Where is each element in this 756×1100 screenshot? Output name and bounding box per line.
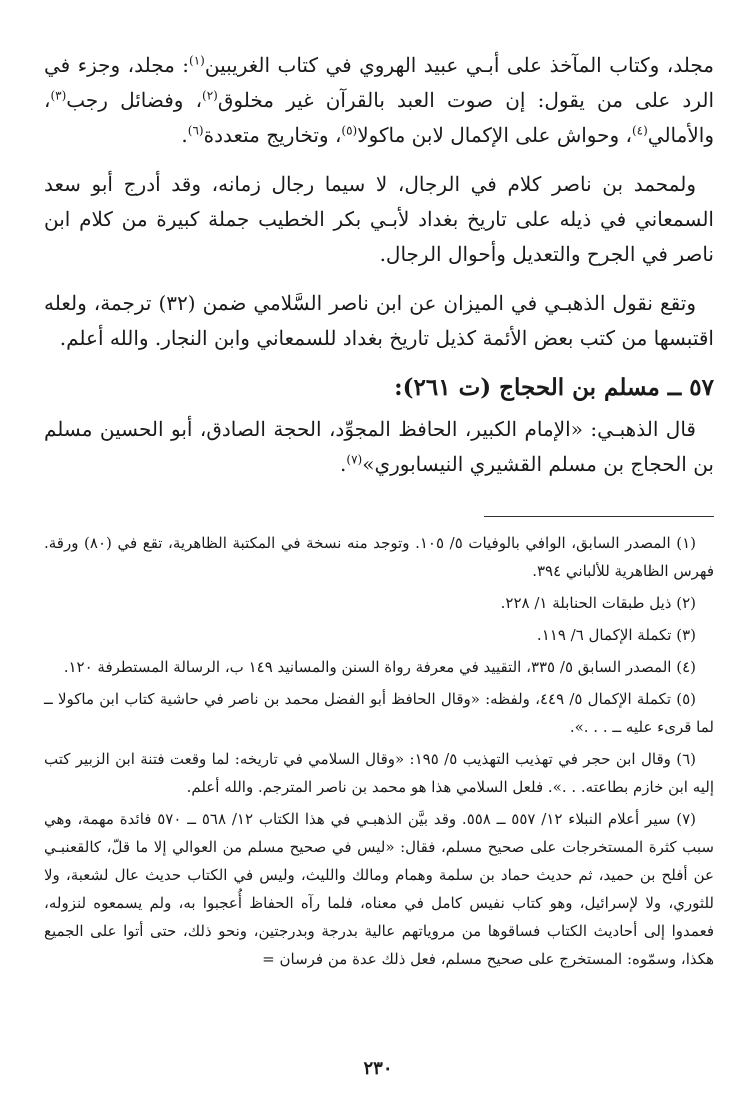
footnote-2: (٢) ذيل طبقات الحنابلة ١/ ٢٢٨. (500, 594, 696, 612)
footnote-ref-6[interactable]: (٦) (187, 123, 204, 138)
footnotes (44, 529, 714, 973)
page-body (44, 48, 714, 977)
footnote-4: (٤) المصدر السابق ٥/ ٣٣٥، التقييد في معرفة رواة السنن والمسانيد ١٤٩ ب، الرسالة المستطرفة ١٢٠. (63, 658, 696, 676)
paragraph-mizan: وتقع نقول الذهبـي في الميزان عن ابن ناصر السَّلامي ضمن (٣٢) ترجمة، ولعله اقتبسها من كتب بعض الأئمة كذيل تاريخ بغداد للسمعاني وابن النجار. والله أعلم. (44, 291, 714, 350)
section-heading: ٥٧ ــ مسلم بن الحجاج (ت ٢٦١): (394, 374, 714, 401)
footnote-ref-1[interactable]: (١) (189, 53, 205, 68)
footnote-separator-wrap (44, 496, 714, 529)
paragraph-rijal: ولمحمد بن ناصر كلام في الرجال، لا سيما رجال زمانه، وقد أدرج أبو سعد السمعاني في ذيله على تاريخ بغداد لأبـي بكر الخطيب جملة كبيرة من كلام ابن ناصر في الجرح والتعديل وأحوال الرجال. (44, 172, 714, 266)
paragraph-muslim (44, 412, 714, 482)
footnote-ref-7[interactable]: (٧) (346, 452, 363, 467)
footnote-5: (٥) تكملة الإكمال ٥/ ٤٤٩، ولفظه: «وقال الحافظ أبو الفضل محمد بن ناصر في حاشية كتاب ابن ماكولا ــ لما قرىء عليه ــ . . .». (44, 690, 714, 736)
page-number: ٢٣٠ (363, 1058, 393, 1079)
text-run: ، وحواش على الإكمال لابن ماكولا (357, 123, 632, 147)
text-run: . (181, 123, 188, 147)
footnote-6: (٦) وقال ابن حجر في تهذيب التهذيب ٥/ ١٩٥: «وقال السلامي في تاريخه: لما وقعت فتنة ابن الزبير كتب إليه ابن خازم بطاعته. . .». فلعل السلامي هذا هو محمد بن ناصر المترجم. والله أعلم. (44, 750, 714, 796)
text-run: ، وفضائل رجب (66, 88, 203, 112)
footnote-7: (٧) سير أعلام النبلاء ١٢/ ٥٥٧ ــ ٥٥٨. وقد بيَّن الذهبـي في هذا الكتاب ١٢/ ٥٦٨ ــ ٥٧٠ فائدة مهمة، وهي سبب كثرة المستخرجات على صحيح مسلم، فقال: «ليس في صحيح مسلم من العوالي إلا ما قلّ، كالقعنبـي عن أفلح بن حميد، ثم حديث حماد بن سلمة وهمام ومالك والليث، وليس في الكتاب حديث عال لشعبة، ولا للثوري، ولا لإسرائيل، وهو كتاب نفيس كامل في معناه، فلما رآه الحفاظ أُعجبوا به، ولم يسمعوه لنزوله، فعمدوا إلى أحاديث الكتاب فساقوها من مروياتهم عالية بدرجة وبدرجتين، ونحو ذلك، حتى أتوا على الجميع هكذا، وسمّوه: المستخرج على صحيح مسلم، فعل ذلك عدة من فرسان = (44, 810, 714, 968)
footnote-ref-4[interactable]: (٤) (631, 123, 648, 138)
footnote-separator (484, 516, 714, 517)
footnote-ref-5[interactable]: (٥) (341, 123, 358, 138)
text-run: . (340, 452, 347, 476)
text-run: قال الذهبـي: «الإمام الكبير، الحافظ المجوِّد، الحجة الصادق، أبو الحسين مسلم بن الحجاج بن مسلم القشيري النيسابوري» (44, 417, 714, 476)
footnote-3: (٣) تكملة الإكمال ٦/ ١١٩. (536, 626, 696, 644)
text-run: ، والأمالي (44, 88, 714, 147)
footnote-ref-2[interactable]: (٢) (202, 88, 218, 103)
text-run: ، وتخاريج متعددة (203, 123, 342, 147)
text-run: : مجلد، وجزء في الرد على من يقول: إن صوت العبد بالقرآن غير مخلوق (44, 53, 714, 112)
footnote-1: (١) المصدر السابق، الوافي بالوفيات ٥/ ١٠٥. وتوجد منه نسخة في المكتبة الظاهرية، تقع في (٨٠) ورقة. فهرس الظاهرية للألباني ٣٩٤. (44, 534, 714, 580)
text-run: مجلد، وكتاب المآخذ على أبـي عبيد الهروي في كتاب الغريبين (204, 53, 714, 77)
footnote-ref-3[interactable]: (٣) (50, 88, 67, 103)
paragraph-works (44, 48, 714, 153)
